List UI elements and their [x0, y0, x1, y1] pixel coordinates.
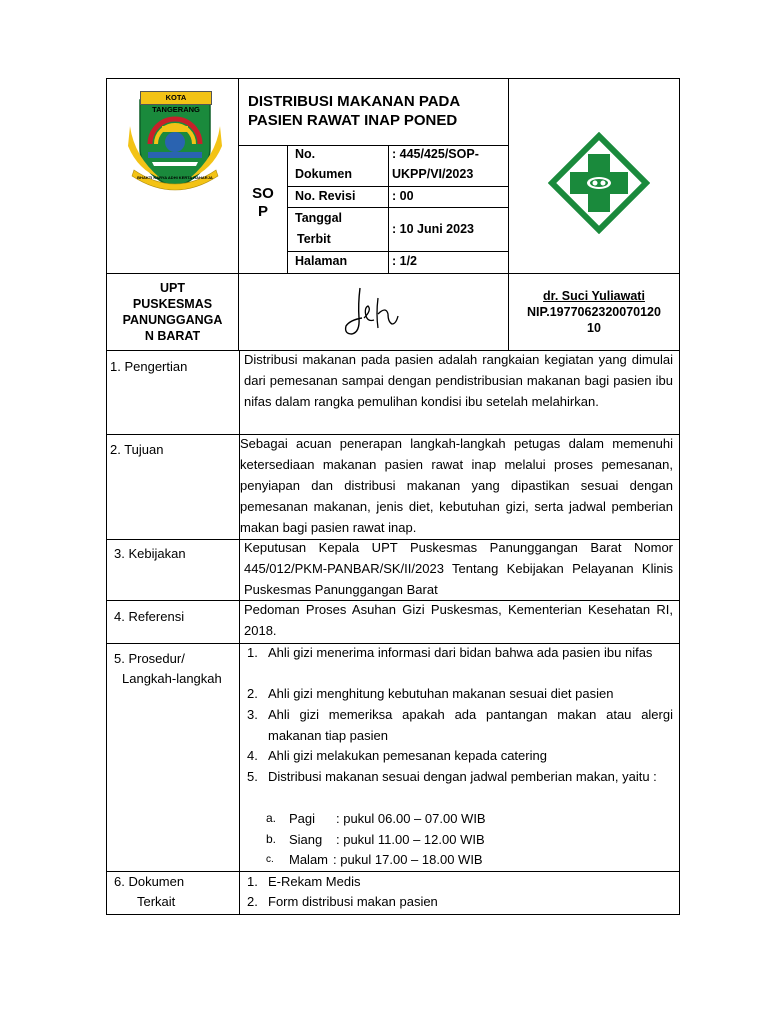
org-name-line2: PUSKESMAS [132, 297, 213, 311]
document-title-line1: DISTRIBUSI MAKANAN PADA [248, 93, 461, 110]
list-item-number: 2. [247, 894, 258, 909]
document-title-line2: PASIEN RAWAT INAP PONED [248, 112, 458, 129]
dokumen-label-line2: Terkait [137, 894, 176, 909]
list-item-number: 3. [247, 707, 258, 722]
sop-label-line1: SO [252, 185, 274, 202]
prosedur-label-line2: Langkah-langkah [122, 671, 222, 686]
puskesmas-logo [548, 132, 650, 234]
schedule-letter: a. [266, 811, 277, 825]
list-item: E-Rekam Medis [268, 874, 361, 889]
kebijakan-text: Keputusan Kepala UPT Puskesmas Panunggangan Barat Nomor 445/012/PKM-PANBAR/SK/II/2023 Tentang Kebijakan Pelayanan Klinis Puskesmas Panunggangan Barat [244, 540, 673, 597]
org-name-line1: UPT [160, 281, 185, 295]
halaman-value: : 1/2 [392, 254, 418, 268]
signer-name: dr. Suci Yuliawati [543, 289, 645, 303]
org-name-line3: PANUNGGANGA [122, 313, 223, 327]
handwritten-signature [338, 284, 408, 340]
schedule-name: Siang [289, 832, 323, 847]
list-item-number: 4. [247, 748, 258, 763]
org-name-line4: N BARAT [144, 329, 201, 343]
schedule-name: Pagi [289, 811, 316, 826]
no-dokumen-value: : 445/425/SOP- [392, 147, 479, 161]
no-revisi-value: : 00 [392, 189, 414, 203]
kota-tangerang-logo [120, 86, 230, 196]
kebijakan-label: 3. Kebijakan [114, 546, 186, 561]
list-item: Distribusi makanan sesuai dengan jadwal pemberian makan, yaitu : [268, 769, 657, 784]
schedule-time: : pukul 11.00 – 12.00 WIB [336, 832, 485, 847]
list-item: Ahli gizi menghitung kebutuhan makanan sesuai diet pasien [268, 686, 614, 701]
referensi-label: 4. Referensi [114, 609, 185, 624]
pengertian-label: 1. Pengertian [110, 359, 188, 374]
dokumen-label-line1: 6. Dokumen [114, 874, 185, 889]
pengertian-text: Distribusi makanan pada pasien adalah rangkaian kegiatan yang dimulai dari pemesanan sampai dengan pendistribusian makanan bagi pasien ibu nifas dalam rangka pemulihan kondisi ibu setelah melahirkan. [244, 352, 673, 409]
sop-label-line2: P [257, 203, 268, 220]
tujuan-label: 2. Tujuan [110, 442, 164, 457]
signer-nip-line2: 10 [587, 321, 601, 335]
list-item-number: 5. [247, 769, 258, 784]
logo-caption: KOTA TANGERANG [140, 91, 212, 105]
list-item: Ahli gizi melakukan pemesanan kepada catering [268, 748, 547, 763]
tujuan-text: Sebagai acuan penerapan langkah-langkah petugas dalam memenuhi ketersediaan makanan pasien rawat inap melalui proses pemesanan, penyiapan dan distribusi makanan yang dipastikan sesuai dengan pemesanan makanan, jenis diet, kebutuhan gizi, serta jadwal pemberian makan bagi pasien rawat inap. [240, 436, 673, 535]
list-item: Ahli gizi memeriksa apakah ada pantangan makan atau alergi makanan tiap pasien [268, 707, 673, 743]
schedule-letter: b. [266, 832, 277, 846]
list-item: Ahli gizi menerima informasi dari bidan bahwa ada pasien ibu nifas [268, 645, 653, 660]
prosedur-label-line1: 5. Prosedur/ [114, 651, 185, 666]
no-dokumen-label-2: Dokumen [295, 167, 352, 181]
referensi-text: Pedoman Proses Asuhan Gizi Puskesmas, Kementerian Kesehatan RI, 2018. [244, 602, 673, 638]
no-dokumen-value-2: UKPP/VI/2023 [392, 167, 474, 181]
signer-nip-line1: NIP.1977062320070120 [527, 305, 661, 319]
schedule-time: : pukul 17.00 – 18.00 WIB [333, 852, 483, 867]
schedule-letter: c. [266, 854, 274, 865]
tanggal-terbit-value: : 10 Juni 2023 [392, 222, 474, 236]
tanggal-terbit-label: Tanggal [295, 211, 342, 225]
halaman-label: Halaman [295, 254, 348, 268]
no-dokumen-label: No. [295, 147, 316, 161]
no-revisi-label: No. Revisi [295, 189, 356, 203]
list-item-number: 1. [247, 645, 258, 660]
tanggal-terbit-label-2: Terbit [297, 232, 331, 246]
schedule-time: : pukul 06.00 – 07.00 WIB [336, 811, 486, 826]
list-item-number: 1. [247, 874, 258, 889]
logo-motto: BHAKTI KARYA ADHI KERTA RAHARJA [137, 175, 213, 180]
list-item-number: 2. [247, 686, 258, 701]
schedule-name: Malam [289, 852, 329, 867]
list-item: Form distribusi makan pasien [268, 894, 438, 909]
